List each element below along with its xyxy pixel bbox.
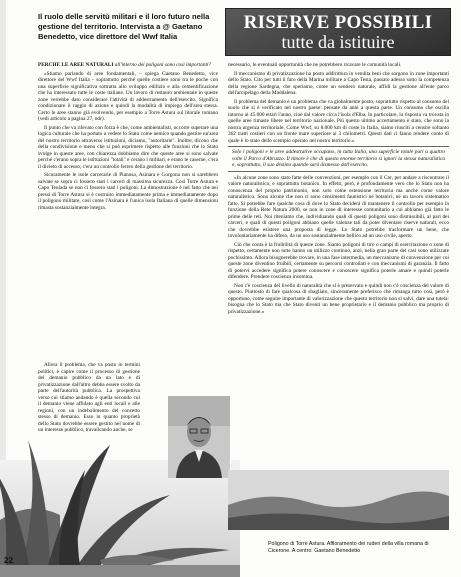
highlight-box: Solo i poligoni e le aree addestrative occupano, in tutta Italia, una superficie totale pari a quattro volte il Parco d'Abruzzo. Il timore è che di questo enorme territorio si ignori la stessa naturalistica e, soprattutto, il suo destino quando sarà dismesso dall'esercito. [228, 146, 449, 172]
body-paragraph: necessario, le eventuali opportunità che ne potrebbero ricavare le comunità locali. [228, 62, 402, 68]
page-number: 22 [4, 556, 13, 565]
left-column [38, 62, 218, 362]
body-paragraph: Il punto che va rilevato con forza è che, come ambientalisti, occorre superare una logica culturale che ha portato a vedere lo Stato come nemico quando gestire un'area del nostro territorio attraverso istituzioni, diciamo, "autoritarie". Inoltre, dicono che della condivisione e meno che si può esprimere rispetto alle funzioni che lo Stato svolge in queste aree, con chiarezza dobbiamo dire che queste aree si sono salvate perché c'erano sopra le istituzioni "totali" e cerano i militari, e erano le caserne, c'era il divieto di accesso, c'era un controllo ferreo della gestione del territorio. [38, 124, 218, 170]
body-paragraph: «Stiamo parlando di aree fondamentali, – spiega Gaetano Benedetto, vice direttore del Wwf Italia – soprattutto perché quelle costiere sono tra le poche con una superficie significativa sottratta allo sviluppo edilizio e alla cementificazione che ha interessato tutte le coste italiane. Un lavoro di restauro ambientale in queste zone verrebbe dato considerare l'attività di addestramento dell'esercito. Significa condizionare il raggio di azione e quindi la modalità di impiego dell'area stessa. Certo le aree stanno già evolvendo, per esempio a Torre Astura sul litorale romano (vedi articolo a pagina 27, ndr). [38, 70, 218, 122]
headline-banner [225, 8, 451, 56]
question-text: all'interno dei poligoni sono così importanti? [113, 62, 212, 68]
body-paragraph: Non c'è coscienza del livello di naturalità che si è preservato e quindi non c'è coscienza del valore di questo. Piuttosto di fare qualcosa di sbagliato, sinceramente preferisco che rimanga tutto così, però è opportuno, come seguire importante di valorizzazione che questo territorio non si salvi, dare una tutela: bisogna che lo Stato ma che Stato diventi un bene proprietario e il demanio pubblico ma proprio di privatizzazione.» [228, 282, 449, 315]
portrait-illustration [168, 396, 230, 478]
body-paragraph: Sicuramente le isole carcerarie di Pianosa, Asinara e Gorgona non si sarebbero salvate se sopra ci fossero stati i carceri di massima sicurezza. Così Torre Astura e Capo Teulada se non ci fossero stati i poligoni. La dimostrazione è nel fatto che nei pressi di Torre Astura si è costruito immediatamente prima e immediatamente dopo il poligono militare, così come l'Asinara è l'unica isola Italiana di quelle dimensioni rimasta sostanzialmente integra. [38, 172, 218, 211]
headline-subtitle: tutte da istituire [281, 32, 395, 52]
question-paragraph [38, 62, 218, 69]
body-paragraph: Allora il problema, che va posto in termini politici, è capire come il processo di gestione del demanio pubblico da un lato e di privatizzazione dall'altro debba essere svolto da parte dell'autorità pubblica. La prospettiva verso cui stiamo andando è quella secondo cui il demanio viene affidato agli enti locali e alle regioni, con un indebolimento del concetto stesso di demanio. Esso in quanto proprietà dello Stato dovrebbe essere gestito nel nome di un interesse pubblico, travalicando anche, se [38, 362, 140, 433]
article-intro: Il ruolo delle servitù militari e il loro futuro nella gestione del territorio. Intervista a @ Gaetano Benedetto, vice direttore del Wwf Italia [38, 12, 210, 42]
body-paragraph: Ciò che conta è la fruibilità di queste zone. Siamo poligoni di tiro o campi di esercitazione o zone di rispetto, certamente non tutte hanno un utilizzo continuo, anzi, nella gran parte dei casi sono utilizzate pochissimo. Allora bisognerebbe trovare, in una fase intermedia, un meccanismo di convenzione per cui queste zone diventino fruibili, certamente su percorsi controllati e con meccanismi di garanzia. Il fatto di potervi accedere significa potere conoscere e conoscere significa poterle amare e quindi poterle difendere. Prendere coscienza insomma. [228, 241, 449, 280]
body-paragraph: Il problema del demanio è un problema che va globalmente posto, soprattutto rispetto al consumo del suolo che si è verificato nel nostro paese: pensate da anni a questa parte. Un consumo che oscilla intorno ai 45.000 ettari l'anno, cioè dal valore circa l'isola d'Elba. In particolare, la risposta va trovata in quelle aree rimaste libere nel territorio nazionale. Più questo ultimo accertamento è stato, che sono la nostra urgenza territoriale. Come Wwf, su 8.000 km di coste in Italia, siamo riusciti a censire soltanto 362 tratti costieri con un fronte mare superiore ai 3 chilometri. Questi dati ci fanno rendere conto di quale è lo stato dello scempio operato nel nostro territorio.» [228, 98, 449, 144]
portrait-photo [168, 396, 231, 478]
body-paragraph: «In alcune zone sono stato fatte delle convenzioni, per esempio con il Cnr, per andare a riscontrare il valore naturalistico, e soprattutto botanico. In effetti, però, è profondamente vero che lo Stato non ha conoscenza del proprio patrimonio, non solo come estensione territoria ma anche come valore naturalistico. Sono alcune che non ci sono censimenti faunistici né botanici, né un lavoro sistematico fatto. Si potrebbe fare qualche cosa di dove lo Stato deciderà di mantenere il controllo per esempio in funzione della Rete Natura 2000, se non in zone di interesse comunitario a cui abbiamo già fatto le prime delle reti. Noi riteniamo che, individuando quali di questi poligoni sono dismissibili, al pari dei carceri, e quali di questi poligoni abbiano quelle valenze tali da poter diventare riserve naturali, ecco che dovrebbe esistere una proposta di legge. Lo Stato potrebbe trasformare un bene, che involontariamente ha difeso, da un uso sostanzialmente bellico ad un uso civile, aperto. [228, 174, 449, 239]
coast-photo [228, 470, 449, 530]
headline-title: RISERVE POSSIBILI [243, 12, 433, 33]
coast-illustration [228, 470, 449, 530]
question-lead: PERCHÉ LE AREE NATURALI [38, 62, 114, 68]
right-column [228, 62, 449, 520]
body-paragraph: Il meccanismo di privatizzazione ha posto addirittura in vendita beni che sorgono in zone importanti dello Stato. Cito per tutti il faro della Marina militare a Capo Testa, passato adesso sotto la competenza della regione Sardegna, che speriamo, come un sentiero naturale, affidi la gestione all'ente parco dell'arcipelago della Maddalena. [228, 70, 449, 96]
photo-caption: Poligono di Torre Astura. Affioramento dei ruderi della villa romana di Cicerone. A centro: Gaetano Benedetto [268, 541, 429, 554]
